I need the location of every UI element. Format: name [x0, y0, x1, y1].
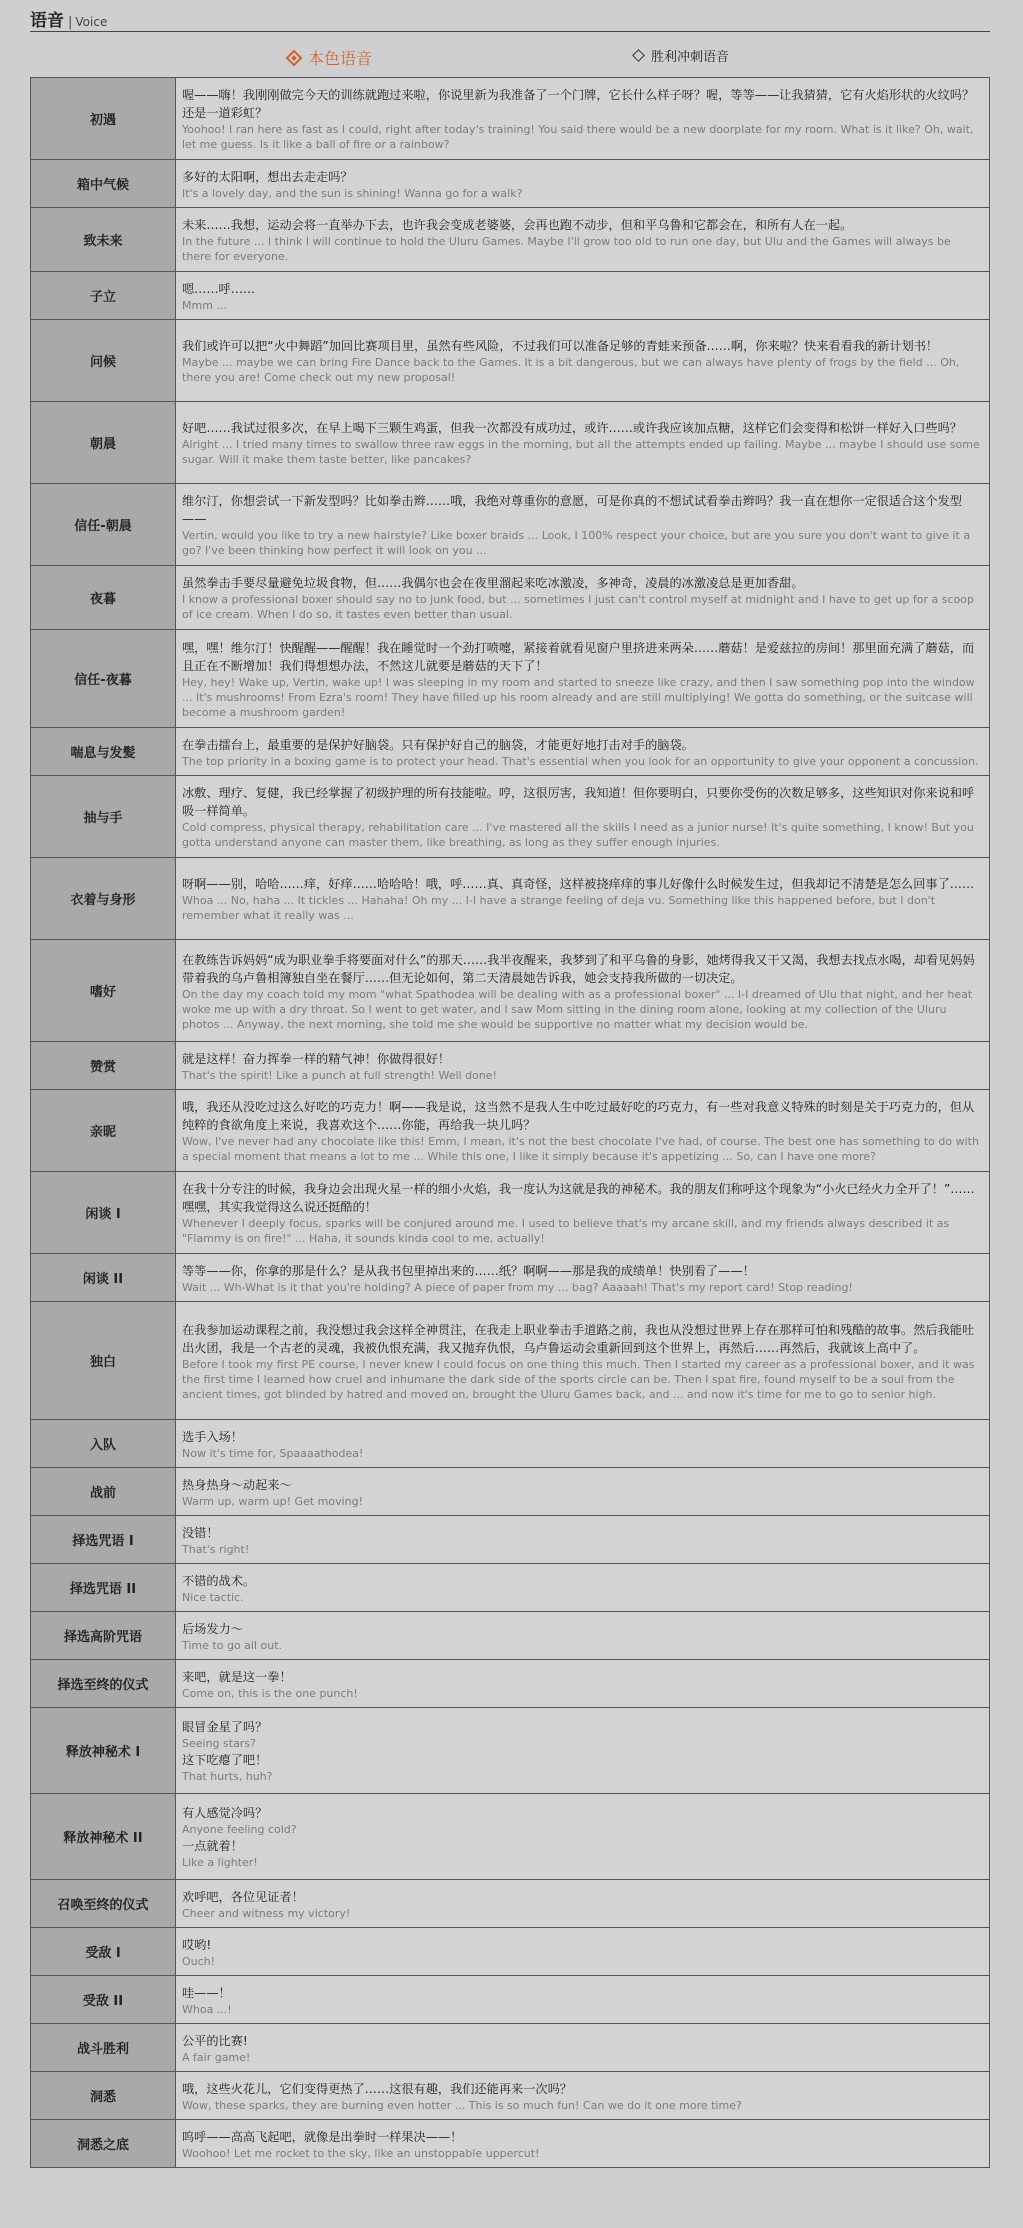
voice-row-label: 信任-夜暮	[31, 630, 176, 728]
voice-row-label: 闲谈 I	[31, 1172, 176, 1254]
voice-line-chinese: 多好的太阳啊，想出去走走吗？	[182, 169, 353, 184]
voice-line-english: Yoohoo! I ran here as fast as I could, right after today's training! You said there would be a new doorplate for my room. What is it like? Oh, wait, let me guess. Is it like a ball of fire or a rainbow?	[182, 123, 974, 151]
voice-row	[31, 566, 990, 630]
voice-row-label: 子立	[31, 272, 176, 320]
voice-line-english: Before I took my first PE course, I never knew I could focus on one thing this much. Then I started my career as a professional boxer, and it was the first time I learned how cruel and inhumane the dark side of the sports circle can be. Then I spat fire, found myself to be a soul from the ancient times, got blinded by hatred and moved on, brought the Uluru Games back, and ... and now it's time for me to go to senior high.	[182, 1357, 975, 1401]
voice-row	[31, 208, 990, 272]
voice-row	[31, 1254, 990, 1302]
voice-line-cell	[176, 320, 990, 402]
voice-row	[31, 1880, 990, 1928]
voice-line-english: Mmm ...	[182, 298, 227, 312]
voice-line-english: A fair game!	[182, 2050, 251, 2064]
voice-line-chinese: 在拳击擂台上，最重要的是保护好脑袋。只有保护好自己的脑袋，才能更好地打击对手的脑袋。	[182, 737, 694, 752]
voice-row	[31, 1660, 990, 1708]
diamond-icon	[632, 49, 645, 62]
voice-row	[31, 728, 990, 776]
voice-row-label: 战前	[31, 1468, 176, 1516]
voice-row-label: 战斗胜利	[31, 2024, 176, 2072]
voice-line-cell	[176, 160, 990, 208]
voice-row-label: 召唤至终的仪式	[31, 1880, 176, 1928]
voice-row-label: 抽与手	[31, 776, 176, 858]
voice-line-chinese: 虽然拳击手要尽量避免垃圾食物，但……我偶尔也会在夜里溜起来吃冰激凌，多神奇，凌晨的冰激凌总是更加香甜。	[182, 576, 804, 590]
voice-line-english: Whenever I deeply focus, sparks will be conjured around me. I used to believe that's my arcane skill, and my friends always described it as "Flammy is on fire!" ... Haha, it sounds kinda cool to me, actually!	[182, 1217, 950, 1245]
voice-row	[31, 1928, 990, 1976]
voice-row-label: 择选咒语 I	[31, 1516, 176, 1564]
voice-row-label: 衣着与身形	[31, 858, 176, 940]
voice-row	[31, 1042, 990, 1090]
voice-line-cell	[176, 1928, 990, 1976]
voice-line-english: On the day my coach told my mom "what Spathodea will be dealing with as a professional boxer" ... I-I dreamed of Ulu that night, and her heat woke me up with a dry throat. So I went to get water, and I saw Mom sitting in the dining room alone, looking at my collection of the Uluru photos ... Anyway, the next morning, she told me she would be supportive no matter what my decision would be.	[182, 987, 973, 1031]
voice-line-chinese: 一点就着！	[182, 1839, 243, 1853]
voice-row	[31, 858, 990, 940]
voice-row	[31, 1420, 990, 1468]
voice-line-chinese: 好吧……我试过很多次，在早上喝下三颗生鸡蛋，但我一次都没有成功过，或许……或许我应该加点糖，这样它们会变得和松饼一样好入口些吗？	[182, 421, 962, 435]
voice-line-chinese: 在我十分专注的时候，我身边会出现火星一样的细小火焰，我一度认为这就是我的神秘术。我的朋友们称呼这个现象为“小火已经火力全开了！”……嘿嘿，其实我觉得这么说还挺酷的！	[182, 1182, 975, 1214]
voice-line-chinese: 等等——你，你拿的那是什么？是从我书包里掉出来的……纸？啊啊——那是我的成绩单！快别看了——！	[182, 1263, 755, 1278]
voice-line-cell	[176, 1420, 990, 1468]
voice-line-chinese: 欢呼吧，各位见证者！	[182, 1889, 304, 1904]
voice-line-chinese: 哦，我还从没吃过这么好吃的巧克力！啊——我是说，这当然不是我人生中吃过最好吃的巧克力，有一些对我意义特殊的时刻是关于巧克力的，但从纯粹的食欲角度上来说，我喜欢这个……你能，再给我一块儿吗？	[182, 1100, 975, 1132]
voice-row-label: 受敌 II	[31, 1976, 176, 2024]
voice-line-cell	[176, 1468, 990, 1516]
voice-line-english: Time to go all out.	[182, 1638, 283, 1652]
voice-line-chinese: 冰敷、理疗、复健，我已经掌握了初级护理的所有技能啦。哼，这很厉害，我知道！但你要明白，只要你受伤的次数足够多，这些知识对你来说和呼吸一样简单。	[182, 786, 975, 818]
voice-line-chinese: 未来……我想，运动会将一直举办下去，也许我会变成老婆婆，会再也跑不动步，但和平乌鲁和它都会在，和所有人在一起。	[182, 218, 853, 232]
voice-line-cell	[176, 1794, 990, 1880]
voice-row	[31, 1612, 990, 1660]
voice-line-english: Like a lighter!	[182, 1856, 258, 1869]
voice-line-cell	[176, 1660, 990, 1708]
voice-line-english: Anyone feeling cold?	[182, 1823, 297, 1836]
voice-line-english: Come on, this is the one punch!	[182, 1686, 358, 1700]
voice-line-chinese: 在我参加运动课程之前，我没想过我会这样全神贯注，在我走上职业拳击手道路之前，我也从没想过世界上存在那样可怕和残酷的故事。然后我能吐出火团，我是一个古老的灵魂，我被仇恨充满，我又抛弃仇恨，乌卢鲁运动会重新回到这个世界上，再然后……再然后，我就该上高中了。	[182, 1322, 975, 1355]
voice-row	[31, 1564, 990, 1612]
voice-row	[31, 630, 990, 728]
voice-row	[31, 78, 990, 160]
section-title: 语音	[30, 11, 64, 31]
voice-row-label: 初遇	[31, 78, 176, 160]
voice-row	[31, 1302, 990, 1420]
voice-line-chinese: 呜呼——高高飞起吧，就像是出拳时一样果决——！	[182, 2129, 463, 2144]
voice-line-chinese: 眼冒金星了吗？	[182, 1720, 268, 1734]
voice-row	[31, 940, 990, 1042]
voice-line-english: Maybe ... maybe we can bring Fire Dance back to the Games. It is a bit dangerous, but we can always have plenty of frogs by the field ... Oh, there you are! Come check out my new proposal!	[182, 356, 960, 384]
voice-row	[31, 320, 990, 402]
voice-line-chinese: 喔——嗨！我刚刚做完今天的训练就跑过来啦，你说里新为我准备了一个门牌，它长什么样子呀？喔，等等——让我猜猜，它有火焰形状的火纹吗？还是一道彩虹？	[182, 88, 975, 120]
voice-line-cell	[176, 630, 990, 728]
voice-line-cell	[176, 858, 990, 940]
voice-line-chinese: 不错的战术。	[182, 1573, 256, 1588]
voice-row	[31, 1708, 990, 1794]
voice-line-english: Seeing stars?	[182, 1737, 256, 1750]
voice-line-chinese: 没错！	[182, 1525, 219, 1540]
voice-line-cell	[176, 2072, 990, 2120]
voice-tabs	[30, 42, 990, 72]
voice-line-cell	[176, 1302, 990, 1420]
voice-line-chinese: 哎哟!	[182, 1937, 212, 1952]
voice-line-english: That hurts, huh?	[182, 1770, 273, 1783]
voice-row-label: 释放神秘术 II	[31, 1794, 176, 1880]
voice-row	[31, 1468, 990, 1516]
voice-line-chinese: 热身热身～动起来～	[182, 1477, 292, 1492]
voice-line-cell	[176, 78, 990, 160]
voice-line-chinese: 选手入场！	[182, 1429, 243, 1444]
voice-line-cell	[176, 1042, 990, 1090]
voice-row-label: 嗜好	[31, 940, 176, 1042]
voice-row-label: 箱中气候	[31, 160, 176, 208]
voice-row	[31, 272, 990, 320]
voice-line-cell	[176, 1708, 990, 1794]
voice-row-label: 入队	[31, 1420, 176, 1468]
voice-line-english: Alright ... I tried many times to swallow three raw eggs in the morning, but all the attempts ended up failing. Maybe ... maybe I should use some sugar. Will it make them taste better, like pancakes?	[182, 438, 980, 466]
voice-line-cell	[176, 1516, 990, 1564]
voice-line-cell	[176, 1172, 990, 1254]
voice-line-english: That's the spirit! Like a punch at full strength! Well done!	[182, 1068, 497, 1082]
voice-table-body	[31, 78, 990, 2168]
voice-row-label: 朝晨	[31, 402, 176, 484]
voice-line-english: Cheer and witness my victory!	[182, 1906, 351, 1920]
voice-line-english: Whoa ...!	[182, 2002, 232, 2016]
voice-row-label: 择选高阶咒语	[31, 1612, 176, 1660]
voice-row-label: 闲谈 II	[31, 1254, 176, 1302]
voice-row-label: 致未来	[31, 208, 176, 272]
voice-line-english: Warm up, warm up! Get moving!	[182, 1494, 364, 1508]
section-subtitle: Voice	[75, 15, 108, 29]
voice-line-chinese: 在教练告诉妈妈“成为职业拳手将要面对什么”的那天……我半夜醒来，我梦到了和平乌鲁的身影，她烤得我又干又渴，我想去找点水喝，却看见妈妈带着我的乌卢鲁相簿独自坐在餐厅……但无论如何，第二天清晨她告诉我，她会支持我所做的一切决定。	[182, 952, 975, 985]
voice-row	[31, 2120, 990, 2168]
voice-row-label: 独白	[31, 1302, 176, 1420]
voice-row	[31, 402, 990, 484]
voice-row	[31, 1172, 990, 1254]
voice-row-label: 问候	[31, 320, 176, 402]
voice-line-english: Whoa ... No, haha ... It tickles ... Hahaha! Oh my ... I-I have a strange feeling of deja vu. Something like this happened before, but I don't remember what it really was ...	[182, 894, 936, 922]
voice-line-cell	[176, 728, 990, 776]
voice-line-english: It's a lovely day, and the sun is shining! Wanna go for a walk?	[182, 186, 523, 200]
tab-default-voice[interactable]	[288, 46, 372, 69]
voice-row-label: 择选至终的仪式	[31, 1660, 176, 1708]
voice-line-chinese: 来吧，就是这一拳！	[182, 1669, 292, 1684]
voice-line-cell	[176, 1254, 990, 1302]
diamond-icon	[286, 49, 303, 66]
voice-row-label: 洞悉之底	[31, 2120, 176, 2168]
voice-row	[31, 1976, 990, 2024]
voice-row	[31, 1794, 990, 1880]
voice-line-english: Vertin, would you like to try a new hairstyle? Like boxer braids ... Look, I 100% respect your choice, but are you sure you don't want to give it a go? I've been thinking how perfect it will look on you ...	[182, 529, 971, 557]
voice-line-cell	[176, 208, 990, 272]
tab-label: 本色语音	[308, 49, 373, 68]
voice-line-cell	[176, 272, 990, 320]
voice-line-cell	[176, 402, 990, 484]
voice-line-chinese: 维尔汀，你想尝试一下新发型吗？比如拳击辫……哦，我绝对尊重你的意愿，可是你真的不想试试看拳击辫吗？我一直在想你一定很适合这个发型——	[182, 494, 962, 526]
voice-line-chinese: 嘿，嘿！维尔汀！快醒醒——醒醒！我在睡觉时一个劲打喷嚏，紧接着就看见窗户里挤进来两朵……蘑菇！是爱兹拉的房间！那里面充满了蘑菇，而且正在不断增加！我们得想想办法，不然这儿就要是蘑菇的天下了！	[182, 640, 975, 673]
voice-line-chinese: 我们或许可以把“火中舞蹈”加回比赛项目里，虽然有些风险，不过我们可以准备足够的青蛙来预备……啊，你来啦？快来看看我的新计划书！	[182, 339, 939, 353]
voice-line-chinese: 这下吃瘪了吧！	[182, 1753, 268, 1767]
voice-table	[30, 77, 990, 2168]
voice-row	[31, 2024, 990, 2072]
tab-label: 胜利冲刺语音	[651, 50, 730, 65]
voice-line-chinese: 有人感觉冷吗？	[182, 1806, 268, 1820]
voice-row-label: 喘息与发髪	[31, 728, 176, 776]
title-separator: |	[68, 15, 73, 30]
voice-line-english: In the future ... I think I will continue to hold the Uluru Games. Maybe I'll grow too old to run one day, but Ulu and the Games will always be there for everyone.	[182, 235, 951, 263]
voice-line-cell	[176, 1880, 990, 1928]
voice-row	[31, 776, 990, 858]
voice-row-label: 亲昵	[31, 1090, 176, 1172]
voice-line-chinese: 呀啊——别，哈哈……痒，好痒……哈哈哈！哦，呼……真、真奇怪，这样被挠痒痒的事儿好像什么时候发生过，但我却记不清楚是怎么回事了……	[182, 877, 975, 891]
voice-line-chinese: 公平的比赛!	[182, 2033, 248, 2048]
voice-line-english: Wow, these sparks, they are burning even hotter ... This is so much fun! Can we do it one more time?	[182, 2098, 742, 2112]
voice-line-cell	[176, 2120, 990, 2168]
voice-row	[31, 1516, 990, 1564]
voice-line-chinese: 后场发力～	[182, 1621, 243, 1636]
voice-row-label: 受敌 I	[31, 1928, 176, 1976]
voice-row-label: 夜暮	[31, 566, 176, 630]
voice-line-cell	[176, 566, 990, 630]
voice-line-english: Cold compress, physical therapy, rehabilitation care ... I've mastered all the skills I need as a junior nurse! It's quite something, I know! But you gotta understand anyone can master them, like breathing, as long as they suffer enough injuries.	[182, 821, 974, 849]
voice-row-label: 释放神秘术 I	[31, 1708, 176, 1794]
voice-line-chinese: 嗯……呼……	[182, 281, 256, 296]
voice-row	[31, 1090, 990, 1172]
voice-line-english: Wait ... Wh-What is it that you're holding? A piece of paper from my ... bag? Aaaaah! That's my report card! Stop reading!	[182, 1280, 853, 1294]
voice-row-label: 择选咒语 II	[31, 1564, 176, 1612]
voice-line-english: That's right!	[182, 1542, 250, 1556]
section-header	[30, 6, 990, 32]
voice-row-label: 信任-朝晨	[31, 484, 176, 566]
voice-line-english: Hey, hey! Wake up, Vertin, wake up! I was sleeping in my room and started to sneeze like crazy, and then I saw something pop into the window ... It's mushrooms! From Ezra's room! They have filled up his room already and are still multiplying! We gotta do something, or the suitcase will become a mushroom garden!	[182, 675, 975, 719]
voice-line-english: Wow, I've never had any chocolate like this! Emm, I mean, it's not the best chocolate I've had, of course. The best one has something to do with a special moment that means a lot to me ... While this one, I like it simply because it's appetizing ... So, can I have one more?	[182, 1135, 979, 1163]
voice-line-chinese: 哇——！	[182, 1985, 231, 2000]
voice-line-cell	[176, 776, 990, 858]
voice-line-english: Nice tactic.	[182, 1590, 244, 1604]
voice-row	[31, 160, 990, 208]
voice-line-cell	[176, 2024, 990, 2072]
voice-row-label: 洞悉	[31, 2072, 176, 2120]
voice-line-english: Now it's time for, Spaaaathodea!	[182, 1446, 364, 1460]
tab-victory-voice[interactable]	[634, 46, 729, 65]
voice-line-cell	[176, 1564, 990, 1612]
voice-line-cell	[176, 940, 990, 1042]
voice-row-label: 赞赏	[31, 1042, 176, 1090]
voice-line-english: Ouch!	[182, 1954, 216, 1968]
voice-line-english: The top priority in a boxing game is to protect your head. That's essential when you look for an opportunity to give your opponent a concussion.	[182, 754, 979, 768]
voice-line-cell	[176, 1976, 990, 2024]
voice-line-cell	[176, 1612, 990, 1660]
voice-row	[31, 2072, 990, 2120]
voice-line-chinese: 就是这样！奋力挥拳一样的精气神！你做得很好！	[182, 1051, 451, 1066]
voice-line-cell	[176, 484, 990, 566]
voice-line-chinese: 哦，这些火花儿，它们变得更热了……这很有趣，我们还能再来一次吗？	[182, 2081, 572, 2096]
voice-line-english: I know a professional boxer should say no to junk food, but ... sometimes I just can't control myself at midnight and I have to get up for a scoop of ice cream. When I do so, it tastes even better than usual.	[182, 593, 974, 621]
voice-line-english: Woohoo! Let me rocket to the sky, like an unstoppable uppercut!	[182, 2146, 540, 2160]
voice-row	[31, 484, 990, 566]
voice-line-cell	[176, 1090, 990, 1172]
